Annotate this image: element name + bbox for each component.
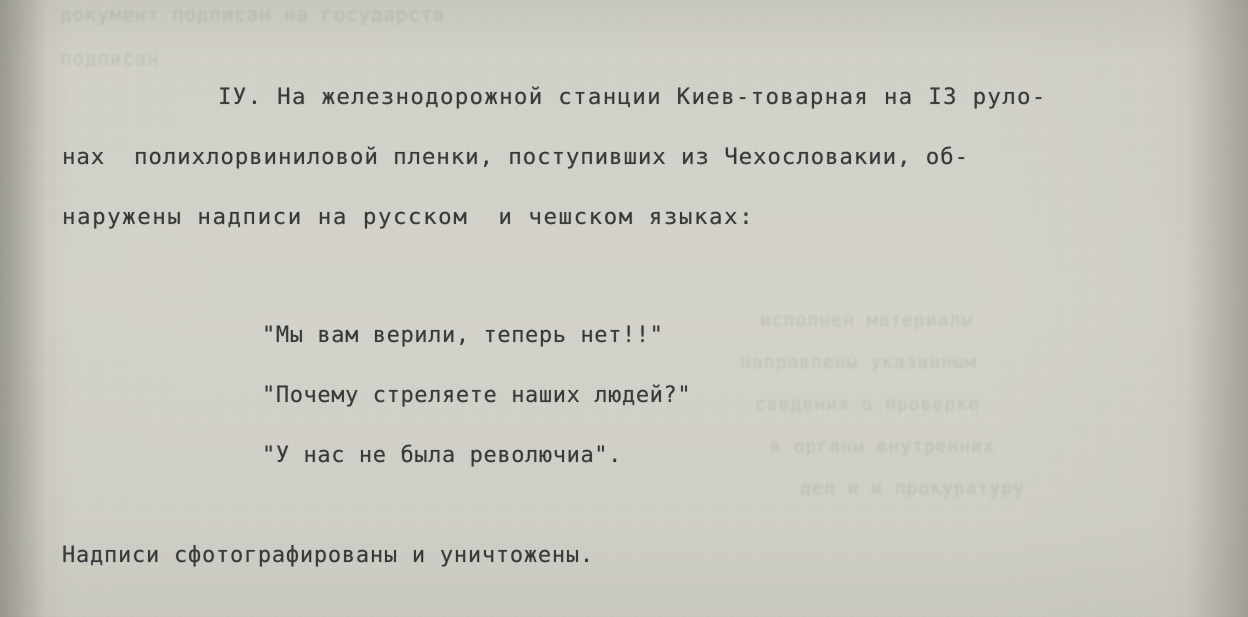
show-through-text: документ подписан на государств — [60, 4, 446, 26]
paragraph-line: IУ. На железнодорожной станции Киев-товарная на I3 руло- — [218, 84, 1047, 110]
quote-line: "У нас не была револючиа". — [262, 443, 622, 468]
show-through-text: направлены указанным — [740, 352, 977, 373]
left-edge-shadow — [0, 0, 46, 617]
quote-line: "Почему стреляете наших людей?" — [262, 383, 692, 408]
show-through-text: в органы внутренних — [770, 436, 995, 457]
show-through-text: исполнен материалы — [760, 310, 974, 331]
show-through-text: подписан — [60, 48, 160, 70]
quote-line: "Мы вам верили, теперь нет!!" — [262, 323, 664, 348]
show-through-text: дел и и прокуратуру — [800, 478, 1025, 499]
closing-line: Надписи сфотографированы и уничтожены. — [62, 543, 594, 568]
paragraph-line: наружены надписи на русском и чешском языках: — [62, 204, 755, 230]
show-through-text: сведения о проверке — [755, 394, 980, 415]
paragraph-line: нах полихлорвиниловой пленки, поступивших из Чехословакии, об- — [62, 144, 969, 170]
right-edge-shadow — [1188, 0, 1248, 617]
